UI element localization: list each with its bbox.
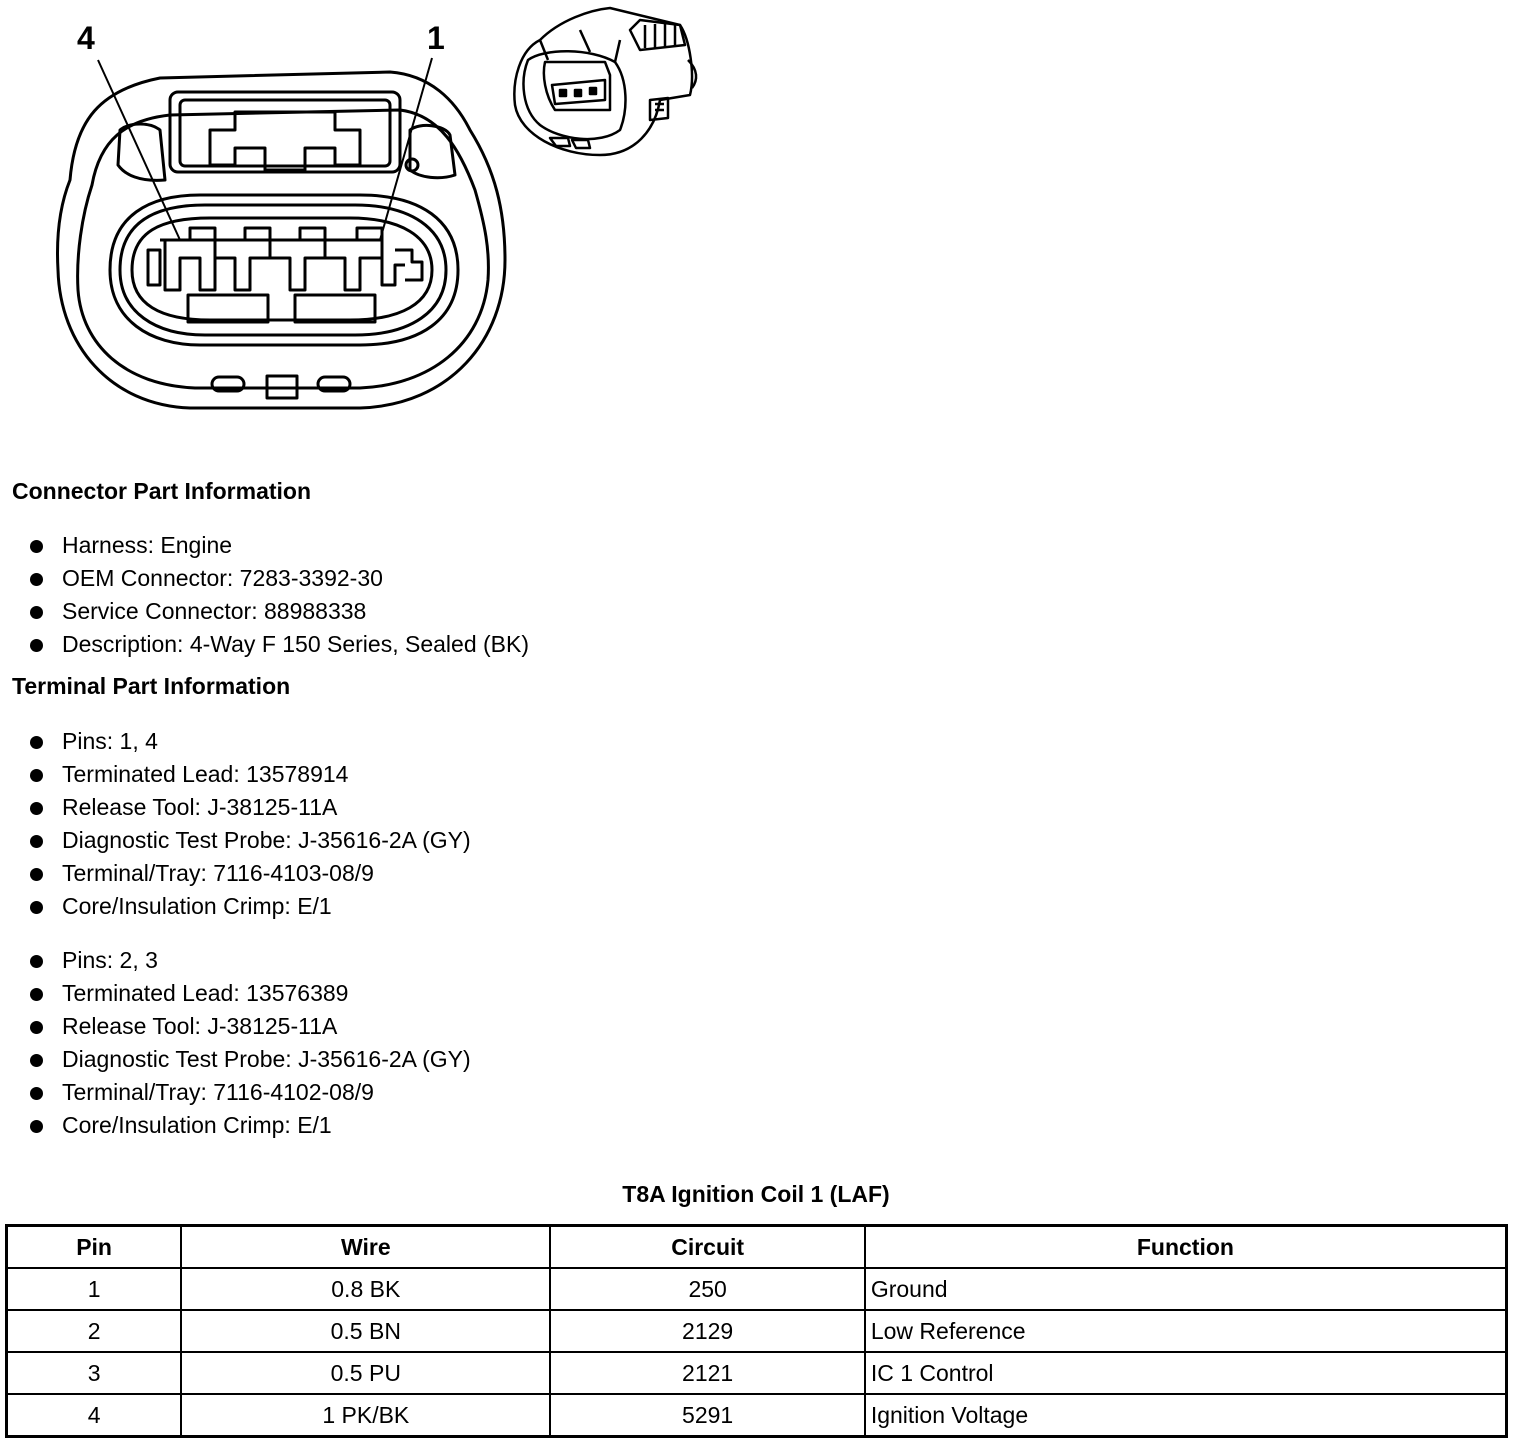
table-row: [7, 1394, 1507, 1437]
connector-part-info-heading: Connector Part Information: [12, 478, 312, 504]
list-item: Pins: 1, 4: [30, 725, 830, 758]
cell-wire: 1 PK/BK: [181, 1394, 550, 1437]
lower-block-right: [295, 295, 375, 322]
list-item: Terminated Lead: 13578914: [30, 758, 830, 791]
pin-label-1: 1: [427, 20, 445, 56]
list-item: Release Tool: J-38125-11A: [30, 791, 830, 824]
table-row: [7, 1268, 1507, 1310]
cell-wire: 0.8 BK: [181, 1268, 550, 1310]
list-item: OEM Connector: 7283-3392-30: [30, 562, 830, 595]
cell-wire: 0.5 BN: [181, 1310, 550, 1352]
header-pin: Pin: [7, 1226, 182, 1269]
cell-circuit: 2121: [550, 1352, 864, 1394]
list-item: Description: 4-Way F 150 Series, Sealed (BK): [30, 628, 830, 661]
list-item: Diagnostic Test Probe: J-35616-2A (GY): [30, 824, 830, 857]
table-row: [7, 1310, 1507, 1352]
list-item: Release Tool: J-38125-11A: [30, 1010, 830, 1043]
cell-circuit: 5291: [550, 1394, 864, 1437]
pinout-table-title: T8A Ignition Coil 1 (LAF): [622, 1181, 890, 1207]
list-item: Pins: 2, 3: [30, 944, 830, 977]
header-circuit: Circuit: [550, 1226, 864, 1269]
header-function: Function: [865, 1226, 1507, 1269]
connector-diagram: [0, 0, 760, 430]
list-item: Core/Insulation Crimp: E/1: [30, 890, 830, 923]
cell-function: Low Reference: [865, 1310, 1507, 1352]
list-item: Service Connector: 88988338: [30, 595, 830, 628]
table-header-row: [7, 1226, 1507, 1269]
latch-lock: [210, 112, 360, 170]
list-item: Harness: Engine: [30, 529, 830, 562]
latch-housing: [170, 92, 400, 172]
terminal-part-info-heading: Terminal Part Information: [12, 673, 291, 699]
terminal-cavity-3: [215, 228, 270, 290]
cell-pin: 2: [7, 1310, 182, 1352]
list-item: Core/Insulation Crimp: E/1: [30, 1109, 830, 1142]
list-item: Terminal/Tray: 7116-4102-08/9: [30, 1076, 830, 1109]
terminal-info-list-pins-2-3: [30, 944, 830, 1142]
terminal-cavity-1: [325, 228, 405, 290]
header-wire: Wire: [181, 1226, 550, 1269]
terminal-cavity-2: [270, 228, 325, 290]
cell-circuit: 2129: [550, 1310, 864, 1352]
table-row: [7, 1352, 1507, 1394]
cell-function: Ignition Voltage: [865, 1394, 1507, 1437]
list-item: Diagnostic Test Probe: J-35616-2A (GY): [30, 1043, 830, 1076]
connector-3d-view: [514, 8, 696, 155]
terminal-info-list-pins-1-4: [30, 725, 830, 923]
pin-4-leader-line: [98, 60, 180, 240]
cell-pin: 3: [7, 1352, 182, 1394]
cell-function: IC 1 Control: [865, 1352, 1507, 1394]
cell-pin: 1: [7, 1268, 182, 1310]
list-item: Terminated Lead: 13576389: [30, 977, 830, 1010]
terminal-cavity-4: [160, 228, 215, 290]
cell-pin: 4: [7, 1394, 182, 1437]
cell-circuit: 250: [550, 1268, 864, 1310]
connector-info-list: [30, 529, 830, 661]
list-item: Terminal/Tray: 7116-4103-08/9: [30, 857, 830, 890]
cell-wire: 0.5 PU: [181, 1352, 550, 1394]
lower-block-left: [188, 295, 268, 322]
pin-label-4: 4: [77, 20, 95, 56]
pinout-table: [5, 1224, 1508, 1438]
cell-function: Ground: [865, 1268, 1507, 1310]
